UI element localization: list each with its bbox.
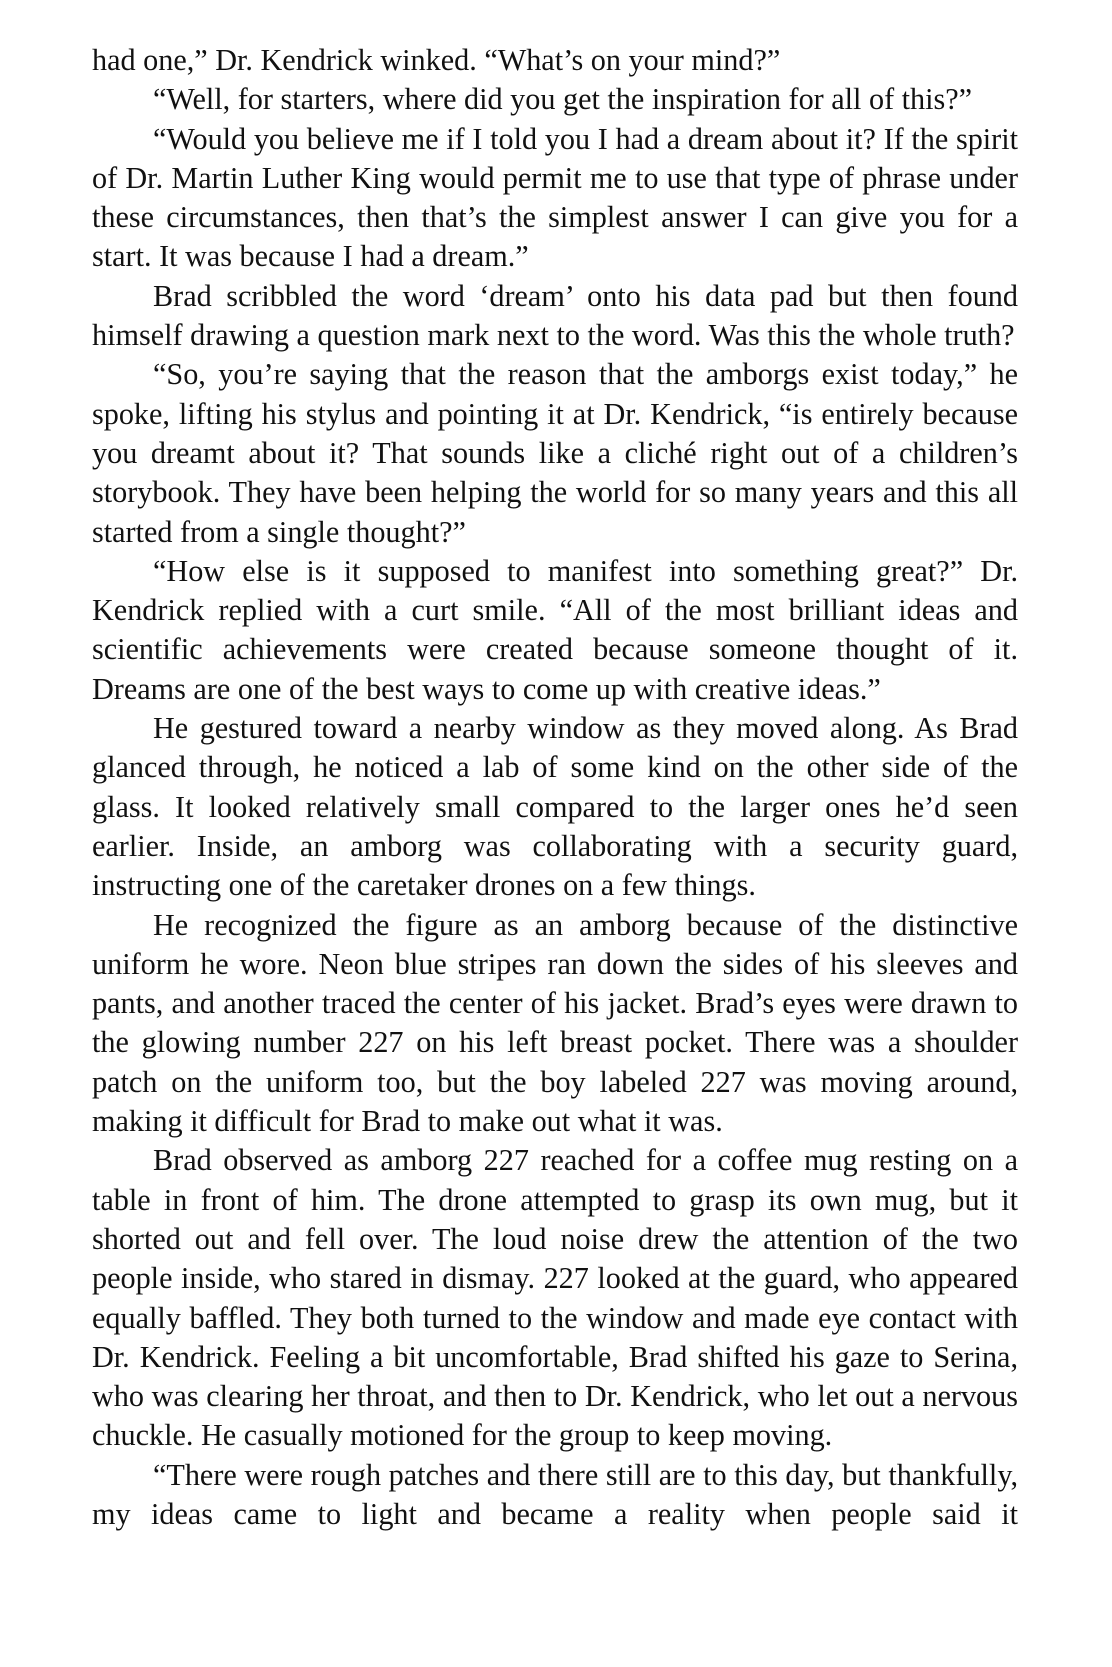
paragraph: He gestured toward a nearby window as they moved along. As Brad glanced through, he noticed a lab of some kind on the other side of the glass. It looked relatively small compared to the larger ones he’d seen earlier. Inside, an amborg was collaborating with a security guard, instructing one of the caretaker drones on a few things. <box>92 711 1018 903</box>
paragraph: “So, you’re saying that the reason that the amborgs exist today,” he spoke, lifting his stylus and pointing it at Dr. Kendrick, “is entirely because you dreamt about it? That sounds like a cliché right out of a children’s storybook. They have been helping the world for so many years and this all started from a single thought?” <box>92 357 1018 549</box>
paragraph: He recognized the figure as an amborg because of the distinctive uniform he wore. Neon blue stripes ran down the sides of his sleeves and pants, and another traced the center of his jacket. Brad’s eyes were drawn to the glowing number 227 on his left breast pocket. There was a shoulder patch on the uniform too, but the boy labeled 227 was moving around, making it difficult for Brad to make out what it was. <box>92 907 1018 1139</box>
paragraph: “Would you believe me if I told you I had a dream about it? If the spirit of Dr. Martin Luther King would permit me to use that type of phrase under these circumstances, then that’s the simplest answer I can give you for a start. It was because I had a dream.” <box>92 121 1018 274</box>
paragraph: “Well, for starters, where did you get the inspiration for all of this?” <box>153 82 973 117</box>
paragraph: Brad scribbled the word ‘dream’ onto his data pad but then found himself drawing a question mark next to the word. Was this the whole truth? <box>92 278 1018 353</box>
paragraph: Brad observed as amborg 227 reached for a coffee mug resting on a table in front of him. The drone attempted to grasp its own mug, but it shorted out and fell over. The loud noise drew the attention of the two people inside, who stared in dismay. 227 looked at the guard, who appeared equally baffled. They both turned to the window and made eye contact with Dr. Kendrick. Feeling a bit uncomfortable, Brad shifted his gaze to Serina, who was clearing her throat, and then to Dr. Kendrick, who let out a nervous chuckle. He casually motioned for the group to keep moving. <box>92 1143 1018 1453</box>
book-page <box>92 41 1018 1534</box>
paragraph: “How else is it supposed to manifest into something great?” Dr. Kendrick replied with a curt smile. “All of the most brilliant ideas and scientific achievements were created because someone thought of it. Dreams are one of the best ways to come up with creative ideas.” <box>92 553 1018 706</box>
paragraph-truncated: “There were rough patches and there still are to this day, but thankfully, my ideas came to light and became a reality when people said it <box>92 1457 1018 1531</box>
paragraph-continued: had one,” Dr. Kendrick winked. “What’s on your mind?” <box>92 43 781 77</box>
